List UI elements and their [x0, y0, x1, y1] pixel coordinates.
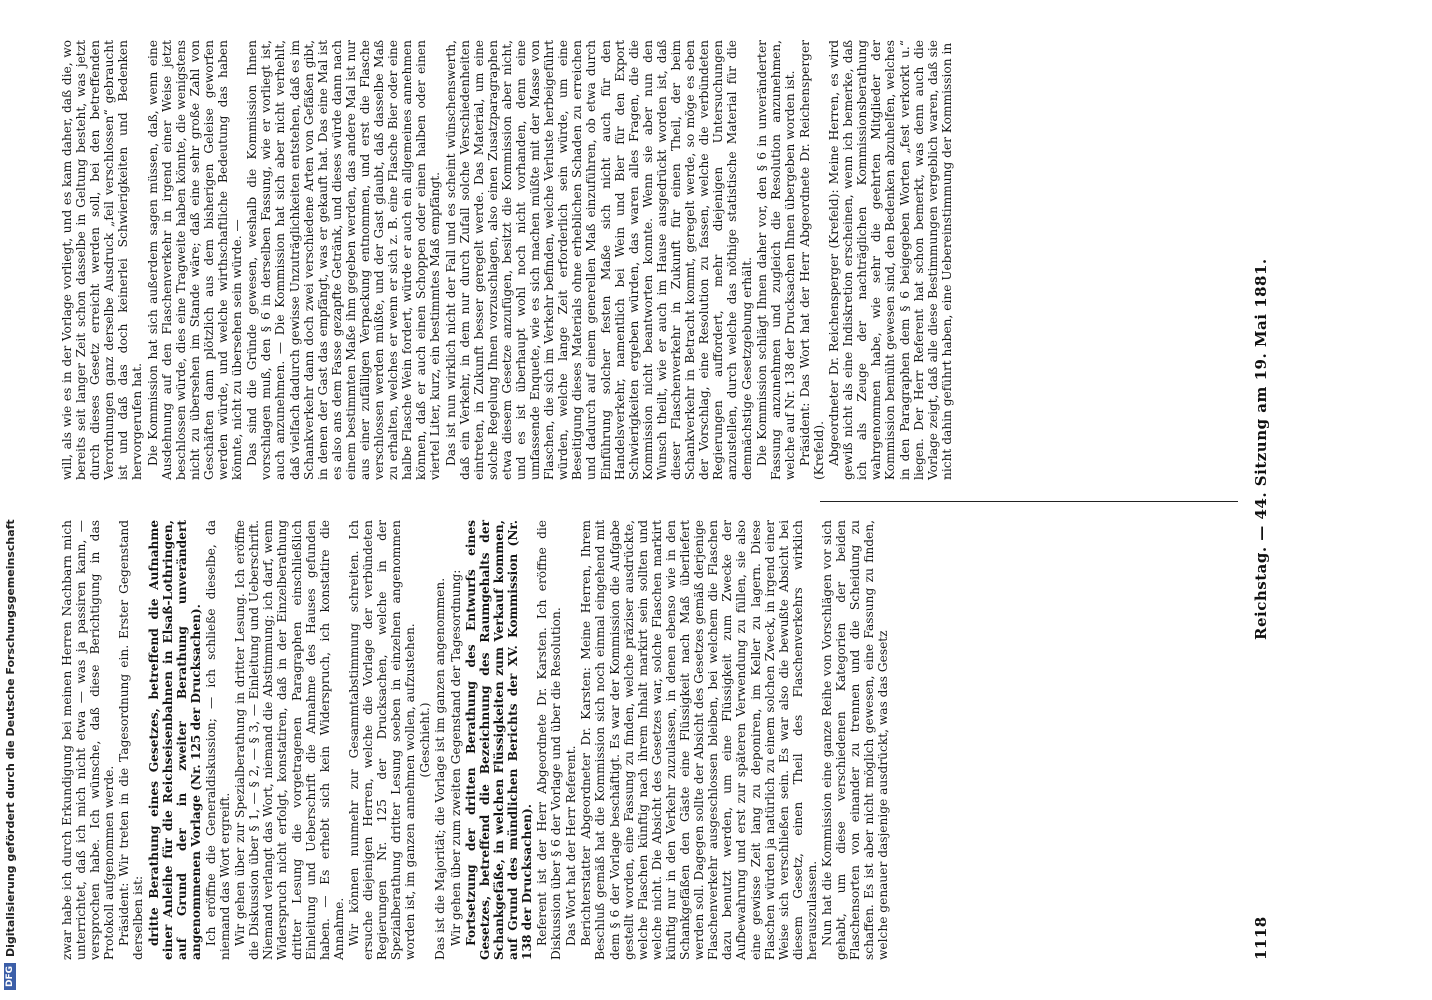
- paragraph: dritte Berathung eines Gesetzes, betreffend die Aufnahme einer Anleihe für die Reichseisenbahnen in Elsaß-Lothringen, auf Grund der in zweiter Berathung unverändert angenommenen Vorlage (Nr. 125 der Drucksachen).: [146, 520, 203, 960]
- paragraph: will, als wie es in der Vorlage vorliegt, und es kam daher, daß die, wo bereits seit langer Zeit schon dasselbe in Geltung besteht, was jetzt durch dieses Gesetz erreicht werden soll, bei den betreffenden Verordnungen ganz derselbe Ausdruck „feil verschlossen“ gebraucht ist und daß das doch keinerlei Schwierigkeiten und Bedenken hervorgerufen hat.: [60, 40, 145, 480]
- paragraph: Referent ist der Herr Abgeordnete Dr. Karsten. Ich eröffne die Diskussion über § 6 der Vorlage und über die Resolution.: [535, 520, 564, 960]
- left-column: [60, 520, 1230, 960]
- page-number: 1118: [1252, 916, 1270, 960]
- credit-strip: [0, 0, 20, 1000]
- paragraph: Präsident: Das Wort hat der Herr Abgeordnete Dr. Reichensperger (Krefeld).: [797, 40, 826, 480]
- paragraph: zwar habe ich durch Erkundigung bei meinen Herren Nachbarn mich unterrichtet, daß ich mich nicht etwa — was ja passiren kann, — versprochen habe. Ich wünsche, daß diese Berichtigung in das Protokoll aufgenommen werde.: [60, 520, 117, 960]
- paragraph: Wir gehen über zum zweiten Gegenstand der Tagesordnung:: [448, 569, 463, 946]
- paragraph: Nun hat die Kommission eine ganze Reihe von Vorschlägen vor sich gehabt, um diese verschiedenen Kategorien der beiden Flaschensorten von einander zu trennen und die Scheidung zu schaffen. Es ist aber nicht möglich gewesen, eine Fassung zu finden, welche genauer dasjenige ausdrückt, was das Gesetz: [819, 520, 891, 960]
- paragraph: Fortsetzung der dritten Berathung des Entwurfs eines Gesetzes, betreffend die Bezeichnung des Raumgehalts der Schankgefäße, in welchen Flüssigkeiten zum Verkauf kommen, auf Grund des mündlichen Berichts der XV. Kommission (Nr. 138 der Drucksachen).: [463, 520, 534, 960]
- paragraph: Das ist die Majorität; die Vorlage ist im ganzen angenommen.: [433, 577, 448, 960]
- page-header: [1252, 40, 1276, 960]
- paragraph: Das ist nun wirklich nicht der Fall und es scheint wünschenswerth, daß ein Verkehr, in dem nur durch Zufall solche Verschiedenheiten eintreten, in Zukunft besser geregelt werde. Das Material, um eine solche Regelung Ihnen vorzuschlagen, also einen Zusatzparagraphen etwa diesem Gesetze anzufügen, besitzt die Kommission aber nicht, und es ist überhaupt wohl noch nicht vorhanden, denn eine umfassende Enquete, wie es sich machen müßte mit der Masse von Flaschen, die sich im Verkehr befinden, welche Verluste herbeigeführt würden, welche lange Zeit erforderlich sein würde, um eine Beseitigung dieses Materials ohne erheblichen Schaden zu erreichen und dadurch auf einem generellen Maß einzuführen, ob etwa durch Einführung solcher festen Maße sich nicht auch für den Handelsverkehr, namentlich bei Wein und Bier für den Export Schwierigkeiten ergeben würden, das waren alles Fragen, die die Kommission nicht beantworten konnte. Wenn sie aber nun den Wunsch theilt, wie er auch im Hause ausgedrückt worden ist, daß dieser Flaschenverkehr in Zukunft für einen Theil, der beim Schankverkehr in Betracht kommt, geregelt werde, so möge es eben der Vorschlag, eine Resolution zu fassen, welche die verbündeten Regierungen auffordert, mehr diejenigen Untersuchungen anzustellen, durch welche das nöthige statistische Material für die demnächstige Gesetzgebung erhält.: [443, 40, 754, 480]
- credit-rotator: [0, 0, 20, 1000]
- paragraph: Berichterstatter Abgeordneter Dr. Karsten: Meine Herren, Ihrem Beschluß gemäß hat die Kommission sich noch einmal eingehend mit dem § 6 der Vorlage beschäftigt. Es war der Kommission die Aufgabe gestellt worden, eine Fassung zu finden, welche präziser ausdrückte, welche Flaschen künftig nach ihrem Inhalt markirt sein sollten und welche nicht. Die Absicht des Gesetzes war, solche Flaschen markirt künftig nur in den Verkehr zuzulassen, in denen ebenso wie in den Schankgefäßen den Gäste eine Flüssigkeit nach Maß überliefert werden soll. Dagegen sollte der Absicht des Gesetzes gemäß derjenige Flaschenverkehr ausgeschlossen bleiben, bei welchem die Flaschen dazu benutzt werden, um eine Flüssigkeit zum Zwecke der Aufbewahrung und erst zur späteren Verwendung zu füllen, sie also eine gewisse Zeit lang zu deponiren, im Keller zu lagern. Diese Flaschen würden ja natürlich zu einem solchen Zweck, in irgend einer Weise sich verschließen sein. Es war also die bewußte Absicht bei diesem Gesetz, einen Theil des Flaschenverkehrs wirklich herauszulassen.: [579, 520, 819, 960]
- credit-text: Digitalisierung gefördert durch die Deutsche Forschungsgemeinschaft: [3, 519, 17, 957]
- paragraph: Das Wort hat der Herr Referent.: [564, 745, 579, 946]
- paragraph: Die Kommission hat sich außerdem sagen müssen, daß, wenn eine Ausdehnung auf den Flaschenverkehr in irgend einer Weise jetzt beschlossen würde, dies eine Tragweite haben könnte, die wenigstens nicht zu übersehen im Stande wäre; daß eine sehr große Zahl von Geschäften dann plötzlich aus dem bisherigen Geleise geworfen werden würde, und welche wirthschaftliche Bedeutung das haben könnte, nicht zu übersehen sein würde. —: [145, 40, 245, 480]
- paragraph: Ich eröffne die Generaldiskussion; — ich schließe dieselbe, da niemand das Wort ergreift.: [203, 520, 233, 960]
- running-title: Reichstag. — 44. Sitzung am 19. Mai 1881.: [1252, 258, 1270, 640]
- paragraph: Die Kommission schlägt Ihnen daher vor, den § 6 in unveränderter Fassung anzunehmen und zugleich die Resolution anzunehmen, welche auf Nr. 138 der Drucksachen Ihnen übergeben worden ist.: [754, 40, 797, 480]
- paragraph: Wir gehen über zur Spezialberathung in dritter Lesung. Ich eröffne die Diskussion über § 1, — § 2, — § 3, — Einleitung und Ueberschrift. Niemand verlangt das Wort, niemand die Abstimmung; ich darf, wenn Widerspruch nicht erfolgt, konstatiren, daß in der Einzelberathung dritter Lesung die vorgetragenen Paragraphen einschließlich Einleitung und Ueberschrift die Annahme des Hauses gefunden haben. — Es erhebt sich kein Widerspruch, ich konstatire die Annahme.: [233, 520, 346, 960]
- paragraph: Wir können nunmehr zur Gesammtabstimmung schreiten. Ich ersuche diejenigen Herren, welche die Vorlage der verbündeten Regierungen Nr. 125 der Drucksachen, welche in der Spezialberathung dritter Lesung soeben in einzelnen angenommen worden ist, im ganzen annehmen wollen, aufzustehen.: [346, 520, 418, 960]
- paragraph: Präsident: Wir treten in die Tagesordnung ein. Erster Gegenstand derselben ist:: [117, 520, 146, 960]
- paragraph: (Geschieht.): [418, 702, 433, 778]
- paragraph: Das sind die Gründe gewesen, weshalb die Kommission Ihnen vorschlagen muß, den § 6 in derselben Fassung, wie er vorliegt ist, auch anzunehmen. — Die Kommission hat sich aber nicht verhehlt, daß vielfach dadurch gewisse Unzuträglichkeiten entstehen, daß es im Schankverkehr dann doch zwei verschiedene Arten von Gefäßen gibt, in denen der Gast das empfängt, was er gekauft hat. Das eine Mal ist es also ans dem Fasse gezapfte Getränk, und dieses würde dann nach einem bestimmten Maße ihm gegeben werden, das andere Mal ist nur aus einer zufälligen Verpackung entnommen, und erst die Flasche verschlossen werden müßte, und der Gast glaubt, daß dasselbe Maß zu erhalten, welches er wenn er sich z. B. eine Flasche Bier oder eine halbe Flasche Wein fordert, würde er auch ein allgemeines annehmen können, daß er auch einen Schoppen oder einen halben oder einen viertel Liter, kurz, ein bestimmtes Maß empfängt.: [245, 40, 443, 480]
- paragraph: Abgeordneter Dr. Reichensperger (Krefeld): Meine Herren, es wird gewiß nicht als eine Indiskretion erscheinen, wenn ich bemerke, daß ich als Zeuge der nachträglichen Kommissionsberathung wahrgenommen habe, wie sehr die geehrten Mitglieder der Kommission bemüht gewesen sind, den Bedenken abzuhelfen, welches in den Paragraphen dem § 6 beigegeben Worten „fest verkorkt u.“ liegen. Der Herr Referent hat schon bemerkt, was denn auch die Vorlage zeigt, daß alle diese Bestimmungen vergeblich waren, daß sie nicht dahin geführt haben, eine Uebereinstimmung der Kommission in: [827, 40, 954, 480]
- column-divider: [820, 501, 1238, 502]
- right-column: [60, 40, 1230, 480]
- credit-logo: DFG: [4, 963, 16, 990]
